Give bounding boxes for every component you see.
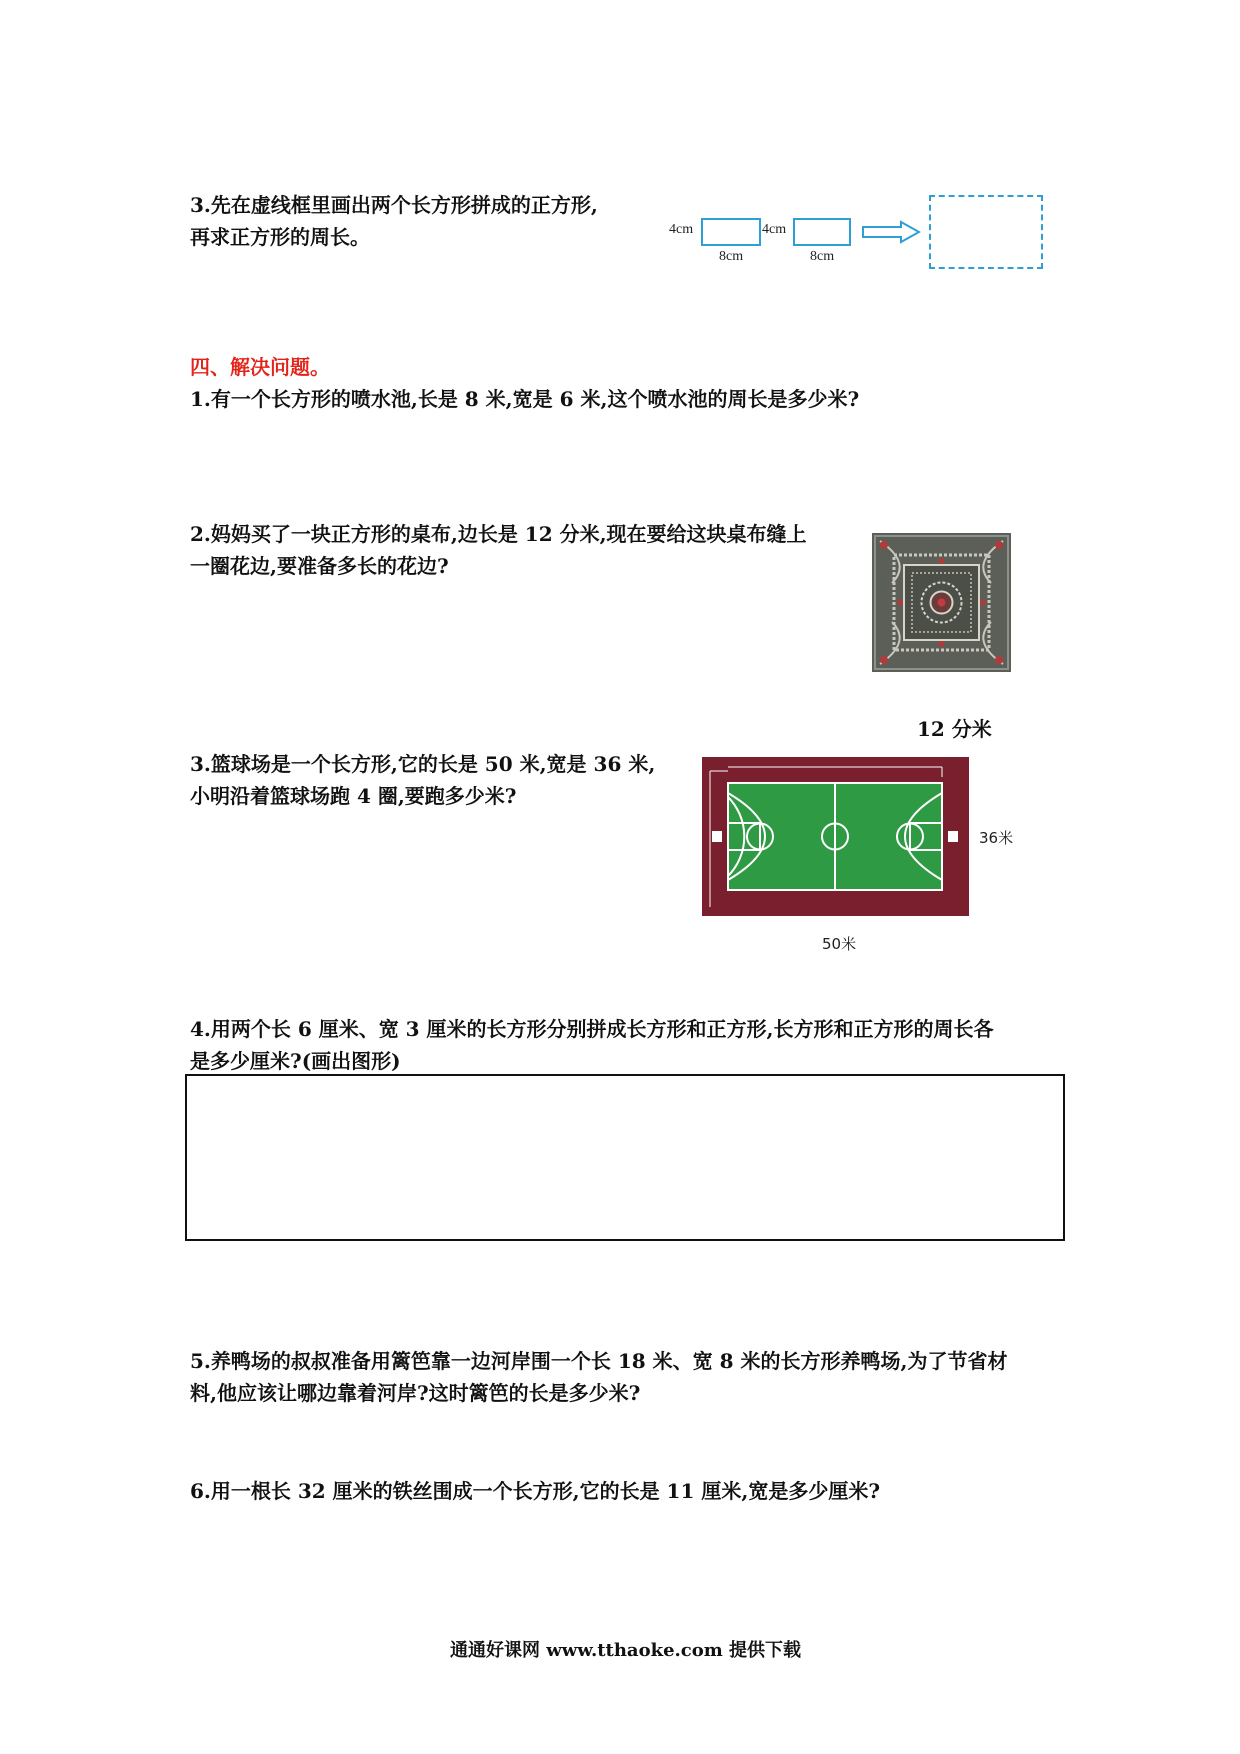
drawing-answer-box[interactable]: [185, 1074, 1065, 1241]
rect2-height-label: 4cm: [762, 222, 787, 237]
court-width-label: 36米: [979, 829, 1014, 847]
problem-5-line1: 5.养鸭场的叔叔准备用篱笆靠一边河岸围一个长 18 米、宽 8 米的长方形养鸭场,为了节省材: [190, 1349, 1008, 1373]
q3-draw-line1: 3.先在虚线框里画出两个长方形拼成的正方形,: [190, 193, 598, 217]
tablecloth-image: [872, 533, 1011, 672]
section-heading: 四、解决问题。: [190, 355, 330, 379]
rect1-width-label: 8cm: [719, 249, 744, 264]
problem-4-line1: 4.用两个长 6 厘米、宽 3 厘米的长方形分别拼成长方形和正方形,长方形和正方形的周长各: [190, 1017, 994, 1041]
q3-draw-line2: 再求正方形的周长。: [190, 225, 370, 249]
problem-4-line2: 是多少厘米?(画出图形): [190, 1049, 401, 1073]
dashed-drawing-frame[interactable]: [929, 195, 1043, 269]
right-arrow-icon: [861, 220, 921, 244]
rect2-width-label: 8cm: [810, 249, 835, 264]
tablecloth-side-label: 12 分米: [917, 717, 992, 741]
problem-3-line1: 3.篮球场是一个长方形,它的长是 50 米,宽是 36 米,: [190, 752, 656, 776]
footer-credit: 通通好课网 www.tthaoke.com 提供下载: [450, 1640, 802, 1661]
basketball-court-image: [702, 757, 969, 916]
court-length-label: 50米: [822, 935, 857, 953]
problem-2-line2: 一圈花边,要准备多长的花边?: [190, 554, 449, 578]
problem-1: 1.有一个长方形的喷水池,长是 8 米,宽是 6 米,这个喷水池的周长是多少米?: [190, 387, 860, 411]
problem-2-line1: 2.妈妈买了一块正方形的桌布,边长是 12 分米,现在要给这块桌布缝上: [190, 522, 807, 546]
problem-5-line2: 料,他应该让哪边靠着河岸?这时篱笆的长是多少米?: [190, 1381, 641, 1405]
rectangle-1: [701, 218, 761, 246]
problem-6: 6.用一根长 32 厘米的铁丝围成一个长方形,它的长是 11 厘米,宽是多少厘米?: [190, 1479, 881, 1503]
problem-3-line2: 小明沿着篮球场跑 4 圈,要跑多少米?: [190, 784, 517, 808]
rect1-height-label: 4cm: [669, 222, 694, 237]
rectangle-2: [793, 218, 851, 246]
